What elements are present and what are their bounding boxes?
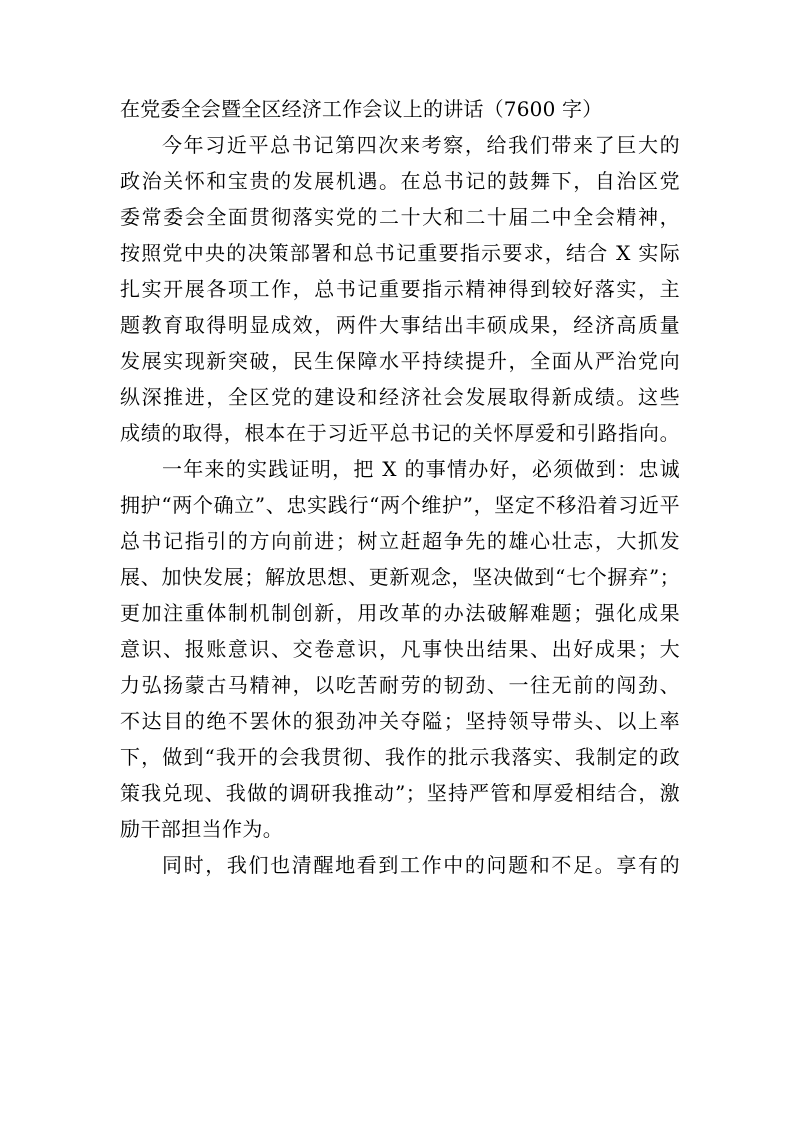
paragraph-line: 总书记指引的方向前进；树立赶超争先的雄心壮志，大抓发 (120, 529, 680, 553)
paragraph-line: 下，做到“我开的会我贯彻、我作的批示我落实、我制定的政 (120, 745, 680, 769)
paragraph-line: 按照党中央的决策部署和总书记重要指示要求，结合 X 实际 (120, 241, 680, 265)
paragraph-3 (120, 847, 680, 883)
paragraph-1 (120, 127, 680, 451)
paragraph-line: 更加注重体制机制创新，用改革的办法破解难题；强化成果 (120, 601, 680, 625)
paragraph-line: 政治关怀和宝贵的发展机遇。在总书记的鼓舞下，自治区党 (120, 169, 680, 193)
speech-title: 在党委全会暨全区经济工作会议上的讲话（7600 字） (120, 97, 603, 121)
paragraph-line: 成绩的取得，根本在于习近平总书记的关怀厚爱和引路指向。 (120, 421, 680, 445)
paragraph-line: 展、加快发展；解放思想、更新观念，坚决做到“七个摒弃”； (120, 565, 680, 589)
paragraph-line: 策我兑现、我做的调研我推动”；坚持严管和厚爱相结合，激 (120, 781, 680, 805)
paragraph-line: 意识、报账意识、交卷意识，凡事快出结果、出好成果；大 (120, 637, 680, 661)
paragraph-line: 一年来的实践证明，把 X 的事情办好，必须做到：忠诚 (162, 457, 680, 481)
paragraph-line: 力弘扬蒙古马精神，以吃苦耐劳的韧劲、一往无前的闯劲、 (120, 673, 680, 697)
paragraph-line: 同时，我们也清醒地看到工作中的问题和不足。享有的 (162, 853, 680, 877)
paragraph-line: 拥护“两个确立”、忠实践行“两个维护”，坚定不移沿着习近平 (120, 493, 680, 517)
paragraph-line: 扎实开展各项工作，总书记重要指示精神得到较好落实，主 (120, 277, 680, 301)
paragraph-line: 今年习近平总书记第四次来考察，给我们带来了巨大的 (162, 133, 680, 157)
paragraph-line: 题教育取得明显成效，两件大事结出丰硕成果，经济高质量 (120, 313, 680, 337)
paragraph-line: 委常委会全面贯彻落实党的二十大和二十届二中全会精神， (120, 205, 680, 229)
paragraph-2 (120, 451, 680, 847)
paragraph-line: 励干部担当作为。 (120, 817, 284, 841)
paragraph-line: 不达目的绝不罢休的狠劲冲关夺隘；坚持领导带头、以上率 (120, 709, 680, 733)
paragraph-line: 纵深推进，全区党的建设和经济社会发展取得新成绩。这些 (120, 385, 680, 409)
paragraph-line: 发展实现新突破，民生保障水平持续提升，全面从严治党向 (120, 349, 680, 373)
document-body (120, 91, 680, 883)
